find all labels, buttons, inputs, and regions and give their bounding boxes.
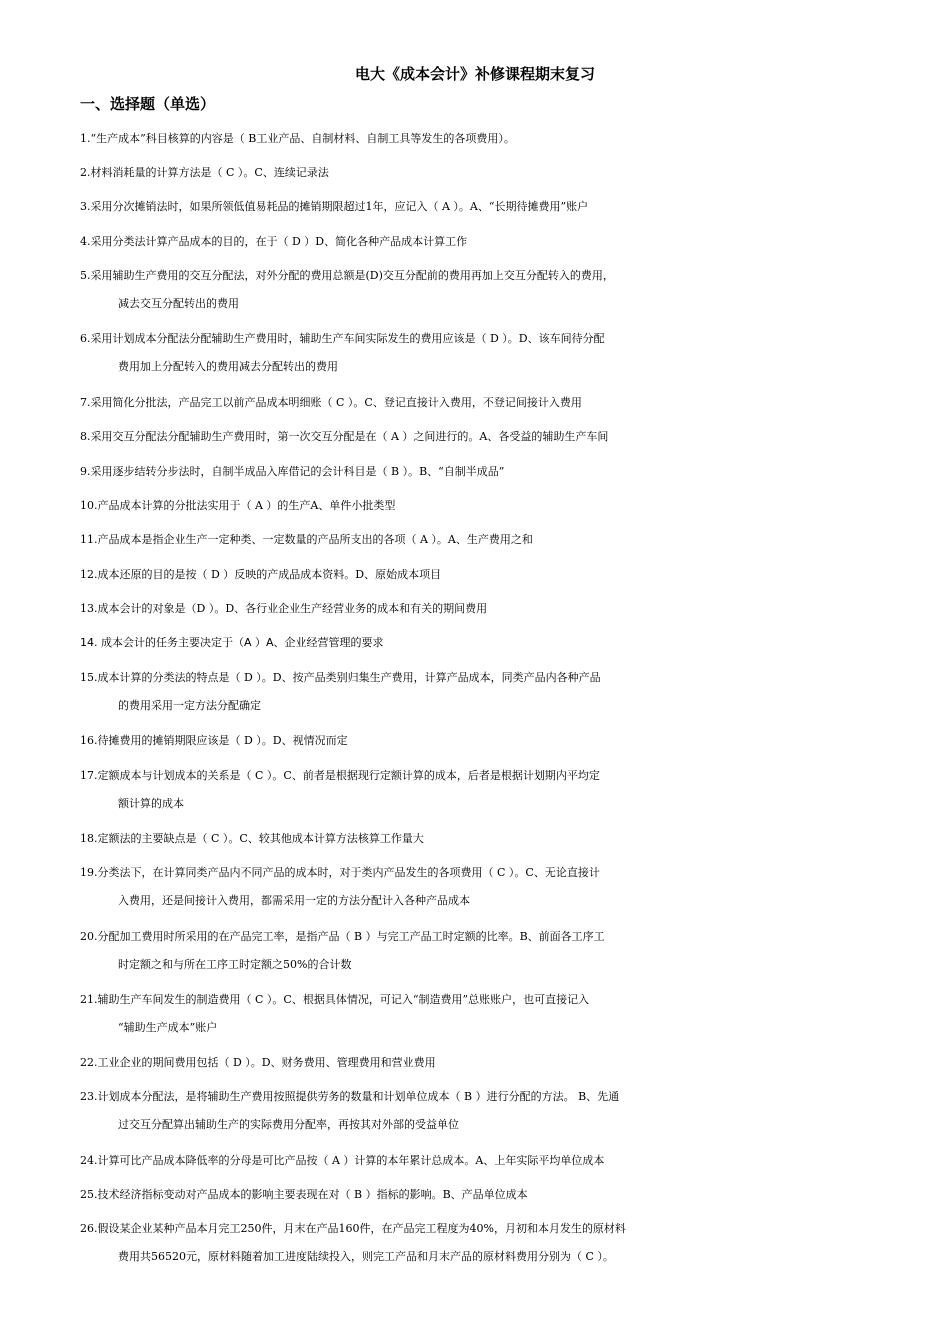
question-number: 18. (80, 832, 98, 845)
question-number: 19. (80, 866, 98, 879)
question-number: 24. (80, 1154, 98, 1167)
question-text: 产品成本是指企业生产一定种类、一定数量的产品所支出的各项（ A ）。A、生产费用之和 (97, 533, 533, 546)
question-item (80, 629, 892, 657)
question-number: 9. (80, 465, 91, 478)
question-text: 材料消耗量的计算方法是（ C ）。C、连续记录法 (90, 166, 329, 179)
question-number: 13. (80, 602, 98, 615)
question-number: 12. (80, 568, 98, 581)
question-text-continued: 时定额之和与所在工序工时定额之50%的合计数 (118, 958, 352, 971)
question-text-continued: 的费用采用一定方法分配确定 (118, 699, 261, 712)
question-number: 21. (80, 993, 98, 1006)
question-text: 成本还原的目的是按（ D ）反映的产成品成本资料。D、原始成本项目 (97, 568, 442, 581)
question-item (80, 389, 892, 417)
question-text-continued: 费用共56520元，原材料随着加工进度陆续投入，则完工产品和月末产品的原材料费用分别为（ C ）。 (118, 1250, 614, 1263)
question-number: 10. (80, 499, 98, 512)
question-text: 采用辅助生产费用的交互分配法，对外分配的费用总额是(D)交互分配前的费用再加上交互分配转入的费用， (90, 269, 614, 282)
question-text: 采用交互分配法分配辅助生产费用时，第一次交互分配是在（ A ）之间进行的。A、各受益的辅助生产车间 (90, 430, 609, 443)
question-item (80, 159, 892, 187)
question-item (80, 125, 892, 153)
question-item (80, 727, 892, 755)
question-text: 成本会计的任务主要决定于（A ）A、企业经营管理的要求 (97, 636, 384, 649)
question-text-continued: 减去交互分配转出的费用 (118, 297, 239, 310)
question-item (80, 923, 892, 979)
question-item (80, 423, 892, 451)
question-text-continued: 过交互分配算出辅助生产的实际费用分配率，再按其对外部的受益单位 (118, 1118, 459, 1131)
question-text: 技术经济指标变动对产品成本的影响主要表现在对（ B ）指标的影响。B、产品单位成本 (97, 1188, 528, 1201)
question-number: 2. (80, 166, 91, 179)
question-number: 15. (80, 671, 98, 684)
question-item (80, 325, 892, 381)
question-text: 成本计算的分类法的特点是（ D ）。D、按产品类别归集生产费用，计算产品成本，同类产品内各种产品 (97, 671, 601, 684)
question-number: 22. (80, 1056, 98, 1069)
question-item (80, 492, 892, 520)
question-text: 成本会计的对象是（D ）。D、各行业企业生产经营业务的成本和有关的期间费用 (97, 602, 488, 615)
question-item (80, 664, 892, 720)
question-number: 7. (80, 396, 91, 409)
question-item (80, 262, 892, 318)
question-item (80, 1083, 892, 1139)
question-text: 分配加工费用时所采用的在产品完工率，是指产品（ B ）与完工产品工时定额的比率。B、前面各工序工 (97, 930, 605, 943)
question-item (80, 561, 892, 589)
question-number: 16. (80, 734, 98, 747)
question-text: 计算可比产品成本降低率的分母是可比产品按（ A ）计算的本年累计总成本。A、上年实际平均单位成本 (97, 1154, 605, 1167)
question-number: 1. (80, 132, 91, 145)
question-number: 20. (80, 930, 98, 943)
question-text: 待摊费用的摊销期限应该是（ D ）。D、视情况而定 (97, 734, 348, 747)
question-item (80, 458, 892, 486)
question-text: 假设某企业某种产品本月完工250件，月末在产品160件，在产品完工程度为40%，月初和本月发生的原材料 (97, 1222, 626, 1235)
question-number: 8. (80, 430, 91, 443)
question-number: 23. (80, 1090, 98, 1103)
question-number: 4. (80, 235, 91, 248)
question-number: 3. (80, 200, 91, 213)
question-text: 采用分类法计算产品成本的目的，在于（ D ）D、简化各种产品成本计算工作 (90, 235, 468, 248)
question-item (80, 1147, 892, 1175)
question-text: 定额法的主要缺点是（ C ）。C、较其他成本计算方法核算工作量大 (97, 832, 424, 845)
question-number: 11. (80, 533, 98, 546)
question-item (80, 595, 892, 623)
question-text: “生产成本”科目核算的内容是（ B工业产品、自制材料、自制工具等发生的各项费用）。 (90, 132, 515, 145)
question-text: 采用分次摊销法时，如果所领低值易耗品的摊销期限超过1年，应记入（ A ）。A、“长期待摊费用”账户 (90, 200, 589, 213)
question-item (80, 825, 892, 853)
question-item (80, 762, 892, 818)
question-text-continued: 额计算的成本 (118, 797, 184, 810)
question-text-continued: “辅助生产成本”账户 (118, 1021, 218, 1034)
question-item (80, 1049, 892, 1077)
question-text: 采用简化分批法，产品完工以前产品成本明细账（ C ）。C、登记直接计入费用，不登记间接计入费用 (90, 396, 582, 409)
question-item (80, 1181, 892, 1209)
section-heading: 一、选择题（单选） (80, 95, 216, 113)
question-text: 产品成本计算的分批法实用于（ A ）的生产A、单件小批类型 (97, 499, 396, 512)
question-text: 分类法下，在计算同类产品内不同产品的成本时，对于类内产品发生的各项费用（ C ）。C、无论直接计 (97, 866, 600, 879)
question-item (80, 859, 892, 915)
question-number: 6. (80, 332, 91, 345)
question-item (80, 193, 892, 221)
question-item (80, 228, 892, 256)
question-number: 26. (80, 1222, 98, 1235)
question-text-continued: 入费用，还是间接计入费用，都需采用一定的方法分配计入各种产品成本 (118, 894, 470, 907)
question-item (80, 526, 892, 554)
question-item (80, 1215, 892, 1271)
document-title: 电大《成本会计》补修课程期末复习 (354, 65, 595, 83)
question-text: 采用逐步结转分步法时，自制半成品入库借记的会计科目是（ B ）。B、“自制半成品” (90, 465, 505, 478)
question-text: 计划成本分配法，是将辅助生产费用按照提供劳务的数量和计划单位成本（ B ）进行分配的方法。 B、先通 (97, 1090, 620, 1103)
question-text-continued: 费用加上分配转入的费用减去分配转出的费用 (118, 360, 338, 373)
question-number: 5. (80, 269, 91, 282)
question-number: 17. (80, 769, 98, 782)
question-text: 采用计划成本分配法分配辅助生产费用时，辅助生产车间实际发生的费用应该是（ D ）。D、该车间待分配 (90, 332, 605, 345)
question-text: 辅助生产车间发生的制造费用（ C ）。C、根据具体情况，可记入“制造费用”总账账户，也可直接记入 (97, 993, 590, 1006)
question-text: 定额成本与计划成本的关系是（ C ）。C、前者是根据现行定额计算的成本，后者是根据计划期内平均定 (97, 769, 600, 782)
question-item (80, 986, 892, 1042)
question-number: 14. (80, 636, 98, 649)
question-text: 工业企业的期间费用包括（ D ）。D、财务费用、管理费用和营业费用 (97, 1056, 436, 1069)
question-number: 25. (80, 1188, 98, 1201)
